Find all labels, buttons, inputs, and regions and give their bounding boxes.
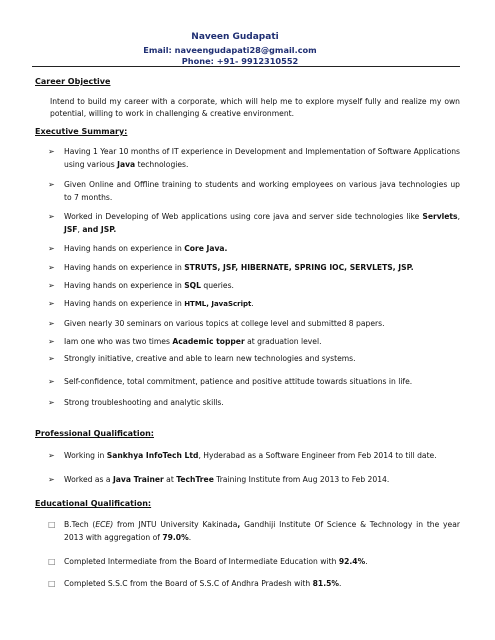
arrow-bullet-icon: ➢ — [48, 475, 55, 484]
career-objective-heading: Career Objective — [35, 77, 111, 86]
summary-item: ➢ Having hands on experience in Core Java. — [48, 243, 460, 256]
arrow-bullet-icon: ➢ — [48, 212, 55, 221]
arrow-bullet-icon: ➢ — [48, 281, 55, 290]
arrow-bullet-icon: ➢ — [48, 354, 55, 363]
education-item: □ Completed Intermediate from the Board of Intermediate Education with 92.4%. — [48, 556, 460, 569]
summary-item: ➢ Strongly initiative, creative and able to learn new technologies and systems. — [48, 353, 460, 366]
header-divider — [32, 66, 460, 67]
summary-item: ➢ Worked in Developing of Web applications using core java and server side technologies like Servlets, JSF, and JSP. — [48, 212, 460, 234]
arrow-bullet-icon: ➢ — [48, 337, 55, 346]
box-bullet-icon: □ — [48, 579, 56, 588]
executive-summary-heading: Executive Summary: — [35, 127, 128, 136]
summary-item: ➢ Given Online and Offline training to students and working employees on various java technologies up to 7 months. — [48, 180, 460, 202]
summary-item: ➢ Self-confidence, total commitment, patience and positive attitude towards situations in life. — [48, 376, 460, 389]
arrow-bullet-icon: ➢ — [48, 451, 55, 460]
summary-item: ➢ Having hands on experience in HTML, JavaScript. — [48, 298, 460, 311]
candidate-email: Email: naveengudapati28@gmail.com — [143, 45, 317, 55]
arrow-bullet-icon: ➢ — [48, 180, 55, 189]
arrow-bullet-icon: ➢ — [48, 244, 55, 253]
arrow-bullet-icon: ➢ — [48, 319, 55, 328]
box-bullet-icon: □ — [48, 520, 56, 529]
arrow-bullet-icon: ➢ — [48, 147, 55, 156]
summary-item: ➢ Strong troubleshooting and analytic skills. — [48, 397, 460, 410]
education-item: □ Completed S.S.C from the Board of S.S.C of Andhra Pradesh with 81.5%. — [48, 578, 460, 591]
arrow-bullet-icon: ➢ — [48, 263, 55, 272]
summary-item: ➢ Having hands on experience in STRUTS, JSF, HIBERNATE, SPRING IOC, SERVLETS, JSP. — [48, 262, 460, 275]
education-item: □ B.Tech (ECE) from JNTU University Kakinada, Gandhiji Institute Of Science & Technology in the year 2013 with aggregation of 79.0%. — [48, 520, 460, 542]
summary-item: ➢ Having hands on experience in SQL queries. — [48, 280, 460, 293]
summary-item: ➢ Given nearly 30 seminars on various topics at college level and submitted 8 papers. — [48, 318, 460, 331]
summary-item: ➢ Iam one who was two times Academic topper at graduation level. — [48, 336, 460, 349]
professional-item: ➢ Working in Sankhya InfoTech Ltd, Hyderabad as a Software Engineer from Feb 2014 to till date. — [48, 450, 460, 463]
arrow-bullet-icon: ➢ — [48, 299, 55, 308]
box-bullet-icon: □ — [48, 557, 56, 566]
career-objective-text: Intend to build my career with a corporate, which will help me to explore myself fully and realize my own potential, willing to work in challenging & creative environment. — [50, 97, 460, 118]
summary-item: ➢ Having 1 Year 10 months of IT experience in Development and Implementation of Software Applications using various Java technologies. — [48, 147, 460, 169]
educational-qualification-heading: Educational Qualification: — [35, 499, 152, 508]
arrow-bullet-icon: ➢ — [48, 398, 55, 407]
professional-item: ➢ Worked as a Java Trainer at TechTree Training Institute from Aug 2013 to Feb 2014. — [48, 474, 460, 487]
arrow-bullet-icon: ➢ — [48, 377, 55, 386]
candidate-phone: Phone: +91- 9912310552 — [181, 56, 299, 66]
professional-qualification-heading: Professional Qualification: — [35, 429, 154, 438]
candidate-name: Naveen Gudapati — [191, 32, 279, 42]
